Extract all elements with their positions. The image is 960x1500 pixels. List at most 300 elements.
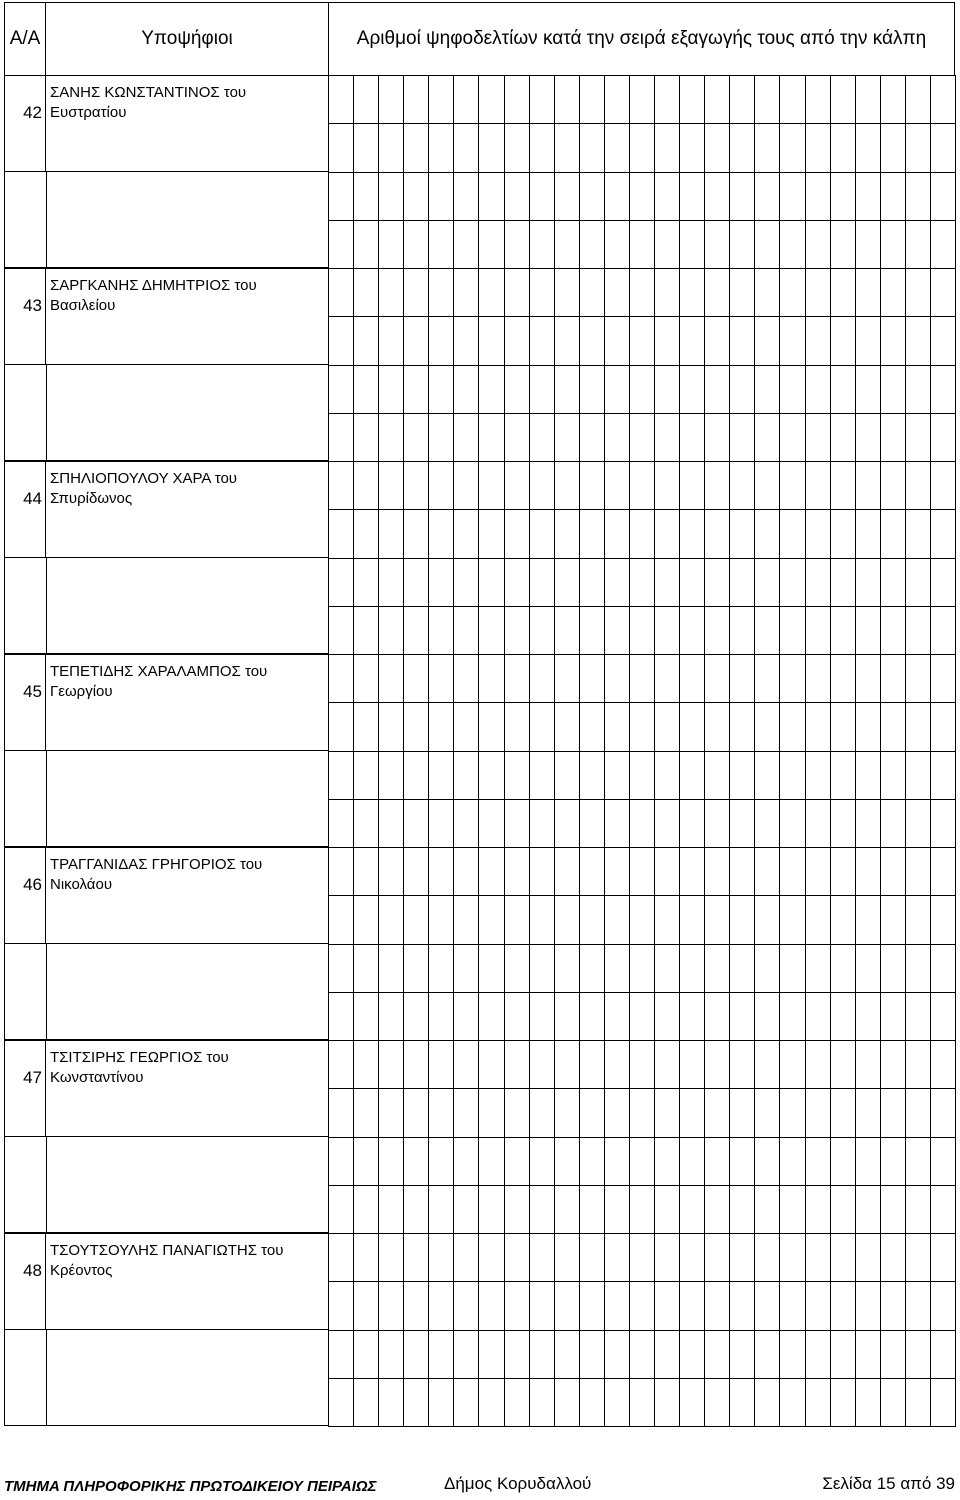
ballot-cell: [779, 1088, 805, 1137]
ballot-cell: [830, 847, 856, 896]
ballot-cell: [428, 172, 454, 221]
ballot-cell: [504, 895, 530, 944]
ballot-cell: [880, 413, 906, 462]
ballot-cell: [905, 702, 931, 751]
ballot-cell: [554, 799, 580, 848]
ballot-cell: [453, 316, 479, 365]
ballot-cell: [428, 509, 454, 558]
ballot-cell: [679, 895, 705, 944]
ballot-cell: [654, 1233, 680, 1282]
ballot-cell: [579, 895, 605, 944]
ballot-cell: [779, 172, 805, 221]
ballot-cell: [855, 702, 881, 751]
ballot-cell: [704, 1378, 730, 1427]
ballot-cell: [729, 1281, 755, 1330]
ballot-cell: [579, 944, 605, 993]
ballot-cell: [880, 316, 906, 365]
ballot-cell: [378, 1330, 404, 1379]
ballot-cell: [704, 606, 730, 655]
ballot-cell: [604, 1040, 630, 1089]
ballot-cell: [779, 220, 805, 269]
ballot-cell: [930, 895, 956, 944]
ballot-cell: [604, 1088, 630, 1137]
ballot-grid: [328, 75, 955, 268]
ballot-cell: [855, 1233, 881, 1282]
ballot-cell: [855, 1040, 881, 1089]
ballot-cell: [729, 1088, 755, 1137]
ballot-cell: [805, 1088, 831, 1137]
ballot-cell: [328, 702, 354, 751]
ballot-cell: [729, 606, 755, 655]
ballot-cell: [905, 413, 931, 462]
ballot-cell: [905, 509, 931, 558]
ballot-cell: [754, 413, 780, 462]
ballot-cell: [328, 654, 354, 703]
ballot-cell: [930, 509, 956, 558]
ballot-cell: [378, 702, 404, 751]
ballot-cell: [504, 268, 530, 317]
ballot-cell: [805, 895, 831, 944]
ballot-cell: [679, 847, 705, 896]
ballot-cell: [403, 220, 429, 269]
ballot-cell: [880, 509, 906, 558]
candidate-patronymic: Σπυρίδωνος: [50, 490, 133, 507]
ballot-grid: [328, 847, 955, 1040]
ballot-cell: [930, 1040, 956, 1089]
ballot-cell: [428, 799, 454, 848]
ballot-cell: [529, 654, 555, 703]
ballot-cell: [504, 799, 530, 848]
ballot-cell: [654, 702, 680, 751]
ballot-cell: [880, 606, 906, 655]
ballot-cell: [453, 1233, 479, 1282]
ballot-cell: [930, 172, 956, 221]
ballot-cell: [428, 123, 454, 172]
ballot-cell: [905, 268, 931, 317]
ballot-cell: [754, 1233, 780, 1282]
ballot-cell: [629, 1088, 655, 1137]
ballot-cell: [855, 413, 881, 462]
candidate-patronymic: Ευστρατίου: [50, 104, 127, 121]
ballot-cell: [729, 799, 755, 848]
ballot-cell: [779, 1185, 805, 1234]
ballot-cell: [654, 75, 680, 124]
ballot-cell: [779, 702, 805, 751]
ballot-cell: [729, 220, 755, 269]
ballot-cell: [729, 1137, 755, 1186]
ballot-cell: [579, 654, 605, 703]
candidate-blank-cell: [4, 943, 329, 1040]
ballot-cell: [529, 558, 555, 607]
ballot-cell: [478, 1330, 504, 1379]
ballot-cell: [830, 1185, 856, 1234]
candidate-number-cell: [4, 268, 46, 365]
ballot-cell: [453, 1040, 479, 1089]
ballot-cell: [328, 558, 354, 607]
ballot-cell: [930, 558, 956, 607]
ballot-cell: [504, 751, 530, 800]
ballot-cell: [403, 461, 429, 510]
ballot-cell: [629, 606, 655, 655]
candidate-name: ΤΣΙΤΣΙΡΗΣ ΓΕΩΡΓΙΟΣ του: [50, 1049, 229, 1066]
ballot-tally-sheet: [4, 2, 955, 1472]
ballot-cell: [729, 702, 755, 751]
ballot-cell: [654, 509, 680, 558]
ballot-cell: [554, 172, 580, 221]
ballot-cell: [830, 944, 856, 993]
ballot-cell: [729, 944, 755, 993]
ballot-cell: [830, 751, 856, 800]
ballot-cell: [880, 1281, 906, 1330]
ballot-cell: [529, 847, 555, 896]
candidate-number: 48: [23, 1261, 42, 1280]
ballot-cell: [403, 1137, 429, 1186]
ballot-cell: [554, 702, 580, 751]
ballot-cell: [830, 654, 856, 703]
ballot-cell: [880, 847, 906, 896]
ballot-cell: [805, 1330, 831, 1379]
ballot-cell: [604, 944, 630, 993]
ballot-cell: [478, 702, 504, 751]
ballot-cell: [353, 316, 379, 365]
ballot-cell: [529, 461, 555, 510]
ballot-cell: [754, 75, 780, 124]
ballot-cell: [554, 461, 580, 510]
candidate-number: 46: [23, 875, 42, 894]
ballot-cell: [930, 1233, 956, 1282]
ballot-cell: [779, 461, 805, 510]
ballot-cell: [855, 1137, 881, 1186]
ballot-cell: [905, 992, 931, 1041]
ballot-cell: [428, 461, 454, 510]
candidate-row: [4, 1040, 955, 1233]
ballot-cell: [579, 799, 605, 848]
ballot-cell: [754, 606, 780, 655]
ballot-cell: [403, 268, 429, 317]
ballot-cell: [453, 1137, 479, 1186]
ballot-cell: [328, 1233, 354, 1282]
ballot-cell: [403, 1233, 429, 1282]
ballot-cell: [654, 751, 680, 800]
ballot-cell: [554, 1281, 580, 1330]
ballot-cell: [754, 123, 780, 172]
ballot-cell: [805, 944, 831, 993]
ballot-cell: [930, 992, 956, 1041]
ballot-cell: [654, 1185, 680, 1234]
ballot-cell: [604, 509, 630, 558]
ballot-cell: [654, 606, 680, 655]
candidate-row: [4, 1233, 955, 1426]
ballot-cell: [704, 123, 730, 172]
ballot-cell: [930, 75, 956, 124]
ballot-cell: [830, 1040, 856, 1089]
ballot-cell: [704, 895, 730, 944]
ballot-cell: [529, 172, 555, 221]
ballot-cell: [504, 172, 530, 221]
ballot-cell: [905, 1378, 931, 1427]
ballot-cell: [905, 558, 931, 607]
ballot-cell: [930, 944, 956, 993]
ballot-cell: [328, 799, 354, 848]
ballot-cell: [504, 847, 530, 896]
ballot-cell: [529, 799, 555, 848]
ballot-cell: [830, 461, 856, 510]
candidate-patronymic: Κωνσταντίνου: [50, 1069, 144, 1086]
ballot-cell: [905, 1330, 931, 1379]
ballot-cell: [704, 1281, 730, 1330]
ballot-cell: [579, 75, 605, 124]
ballot-cell: [378, 992, 404, 1041]
ballot-cell: [704, 1137, 730, 1186]
ballot-cell: [679, 1185, 705, 1234]
ballot-cell: [930, 702, 956, 751]
ballot-cell: [679, 123, 705, 172]
ballot-cell: [880, 1088, 906, 1137]
ballot-cell: [403, 847, 429, 896]
ballot-cell: [805, 992, 831, 1041]
ballot-cell: [579, 123, 605, 172]
ballot-cell: [855, 1088, 881, 1137]
ballot-cell: [554, 220, 580, 269]
ballot-cell: [453, 1330, 479, 1379]
ballot-cell: [805, 702, 831, 751]
ballot-cell: [328, 365, 354, 414]
ballot-cell: [529, 1040, 555, 1089]
ballot-cell: [679, 799, 705, 848]
ballot-cell: [855, 751, 881, 800]
ballot-cell: [754, 1040, 780, 1089]
ballot-cell: [403, 606, 429, 655]
candidate-number-cell: [4, 654, 46, 751]
ballot-cell: [453, 702, 479, 751]
ballot-cell: [704, 1088, 730, 1137]
ballot-cell: [779, 316, 805, 365]
ballot-cell: [679, 509, 705, 558]
ballot-cell: [779, 1137, 805, 1186]
ballot-cell: [679, 751, 705, 800]
ballot-cell: [654, 1378, 680, 1427]
ballot-cell: [805, 1281, 831, 1330]
ballot-cell: [328, 220, 354, 269]
ballot-cell: [579, 1281, 605, 1330]
ballot-cell: [504, 1233, 530, 1282]
ballot-cell: [403, 799, 429, 848]
ballot-cell: [654, 847, 680, 896]
ballot-cell: [629, 509, 655, 558]
candidate-row: [4, 75, 955, 268]
ballot-cell: [604, 606, 630, 655]
ballot-cell: [679, 992, 705, 1041]
ballot-cell: [529, 1185, 555, 1234]
ballot-cell: [529, 316, 555, 365]
ballot-cell: [504, 220, 530, 269]
ballot-cell: [880, 1233, 906, 1282]
candidate-name: ΣΑΝΗΣ ΚΩΝΣΤΑΝΤΙΝΟΣ του: [50, 84, 247, 101]
ballot-cell: [754, 509, 780, 558]
ballot-cell: [729, 992, 755, 1041]
ballot-cell: [754, 847, 780, 896]
ballot-cell: [328, 895, 354, 944]
ballot-cell: [403, 1185, 429, 1234]
ballot-cell: [604, 1378, 630, 1427]
ballot-cell: [679, 172, 705, 221]
ballot-cell: [679, 606, 705, 655]
ballot-cell: [378, 654, 404, 703]
ballot-cell: [779, 1378, 805, 1427]
ballot-cell: [579, 1040, 605, 1089]
ballot-cell: [453, 654, 479, 703]
ballot-cell: [353, 1330, 379, 1379]
ballot-cell: [378, 172, 404, 221]
ballot-cell: [403, 702, 429, 751]
ballot-cell: [554, 654, 580, 703]
ballot-cell: [328, 1185, 354, 1234]
ballot-cell: [855, 220, 881, 269]
ballot-cell: [754, 751, 780, 800]
ballot-cell: [554, 1088, 580, 1137]
ballot-cell: [880, 123, 906, 172]
ballot-cell: [453, 365, 479, 414]
ballot-cell: [478, 558, 504, 607]
ballot-cell: [604, 413, 630, 462]
ballot-cell: [579, 992, 605, 1041]
ballot-cell: [353, 413, 379, 462]
ballot-cell: [855, 1330, 881, 1379]
ballot-cell: [930, 1137, 956, 1186]
ballot-cell: [754, 799, 780, 848]
ballot-cell: [353, 509, 379, 558]
ballot-cell: [855, 992, 881, 1041]
ballot-cell: [353, 123, 379, 172]
ballot-cell: [478, 461, 504, 510]
ballot-cell: [529, 992, 555, 1041]
ballot-cell: [805, 123, 831, 172]
ballot-cell: [478, 509, 504, 558]
ballot-cell: [378, 365, 404, 414]
ballot-cell: [629, 365, 655, 414]
ballot-cell: [428, 1233, 454, 1282]
ballot-cell: [554, 509, 580, 558]
ballot-cell: [779, 1281, 805, 1330]
ballot-cell: [428, 1185, 454, 1234]
ballot-cell: [855, 509, 881, 558]
ballot-cell: [905, 944, 931, 993]
ballot-cell: [529, 1330, 555, 1379]
ballot-cell: [880, 172, 906, 221]
ballot-cell: [453, 751, 479, 800]
ballot-cell: [830, 1281, 856, 1330]
ballot-cell: [504, 365, 530, 414]
ballot-cell: [478, 1281, 504, 1330]
ballot-cell: [554, 365, 580, 414]
ballot-cell: [604, 847, 630, 896]
ballot-cell: [805, 1233, 831, 1282]
ballot-cell: [855, 172, 881, 221]
ballot-cell: [478, 847, 504, 896]
ballot-cell: [855, 799, 881, 848]
ballot-cell: [353, 558, 379, 607]
ballot-cell: [654, 1330, 680, 1379]
candidate-blank-cell: [4, 1136, 329, 1233]
ballot-cell: [930, 1330, 956, 1379]
ballot-cell: [905, 1281, 931, 1330]
ballot-cell: [805, 220, 831, 269]
ballot-cell: [654, 1281, 680, 1330]
ballot-cell: [353, 895, 379, 944]
ballot-cell: [554, 123, 580, 172]
ballot-cell: [453, 558, 479, 607]
ballot-cell: [830, 895, 856, 944]
ballot-cell: [579, 509, 605, 558]
ballot-cell: [704, 702, 730, 751]
ballot-cell: [579, 268, 605, 317]
ballot-cell: [805, 799, 831, 848]
candidate-blank-cell: [4, 364, 329, 461]
ballot-cell: [604, 75, 630, 124]
ballot-cell: [779, 558, 805, 607]
candidate-number-cell: [4, 1040, 46, 1137]
ballot-cell: [353, 268, 379, 317]
ballot-cell: [754, 365, 780, 414]
ballot-cell: [805, 172, 831, 221]
ballot-cell: [880, 799, 906, 848]
candidate-number-cell: [4, 1233, 46, 1330]
ballot-cell: [378, 1281, 404, 1330]
ballot-cell: [704, 1233, 730, 1282]
ballot-cell: [729, 413, 755, 462]
footer-department: ΤΜΗΜΑ ΠΛΗΡΟΦΟΡΙΚΗΣ ΠΡΩΤΟΔΙΚΕΙΟΥ ΠΕΙΡΑΙΩΣ: [4, 1478, 377, 1495]
ballot-cell: [679, 1378, 705, 1427]
ballot-cell: [328, 413, 354, 462]
ballot-cell: [529, 751, 555, 800]
ballot-cell: [880, 654, 906, 703]
ballot-cell: [729, 1233, 755, 1282]
ballot-cell: [378, 606, 404, 655]
ballot-cell: [704, 654, 730, 703]
ballot-cell: [453, 895, 479, 944]
ballot-cell: [378, 847, 404, 896]
ballot-cell: [654, 123, 680, 172]
ballot-cell: [754, 654, 780, 703]
ballot-cell: [478, 1185, 504, 1234]
ballot-cell: [478, 268, 504, 317]
ballot-cell: [604, 1281, 630, 1330]
ballot-cell: [930, 751, 956, 800]
ballot-cell: [378, 1088, 404, 1137]
ballot-cell: [579, 316, 605, 365]
ballot-cell: [378, 413, 404, 462]
ballot-cell: [805, 751, 831, 800]
ballot-cell: [478, 992, 504, 1041]
ballot-cell: [880, 461, 906, 510]
ballot-cell: [779, 365, 805, 414]
ballot-cell: [554, 558, 580, 607]
footer-municipality: Δήμος Κορυδαλλού: [444, 1474, 592, 1493]
ballot-cell: [554, 1137, 580, 1186]
ballot-cell: [805, 461, 831, 510]
ballot-cell: [654, 413, 680, 462]
ballot-cell: [378, 75, 404, 124]
ballot-cell: [880, 220, 906, 269]
ballot-cell: [428, 606, 454, 655]
candidate-row: [4, 461, 955, 654]
ballot-cell: [604, 1137, 630, 1186]
candidate-name-cell: [45, 847, 329, 944]
ballot-grid: [328, 1233, 955, 1426]
ballot-cell: [453, 413, 479, 462]
ballot-cell: [679, 1088, 705, 1137]
ballot-cell: [328, 75, 354, 124]
